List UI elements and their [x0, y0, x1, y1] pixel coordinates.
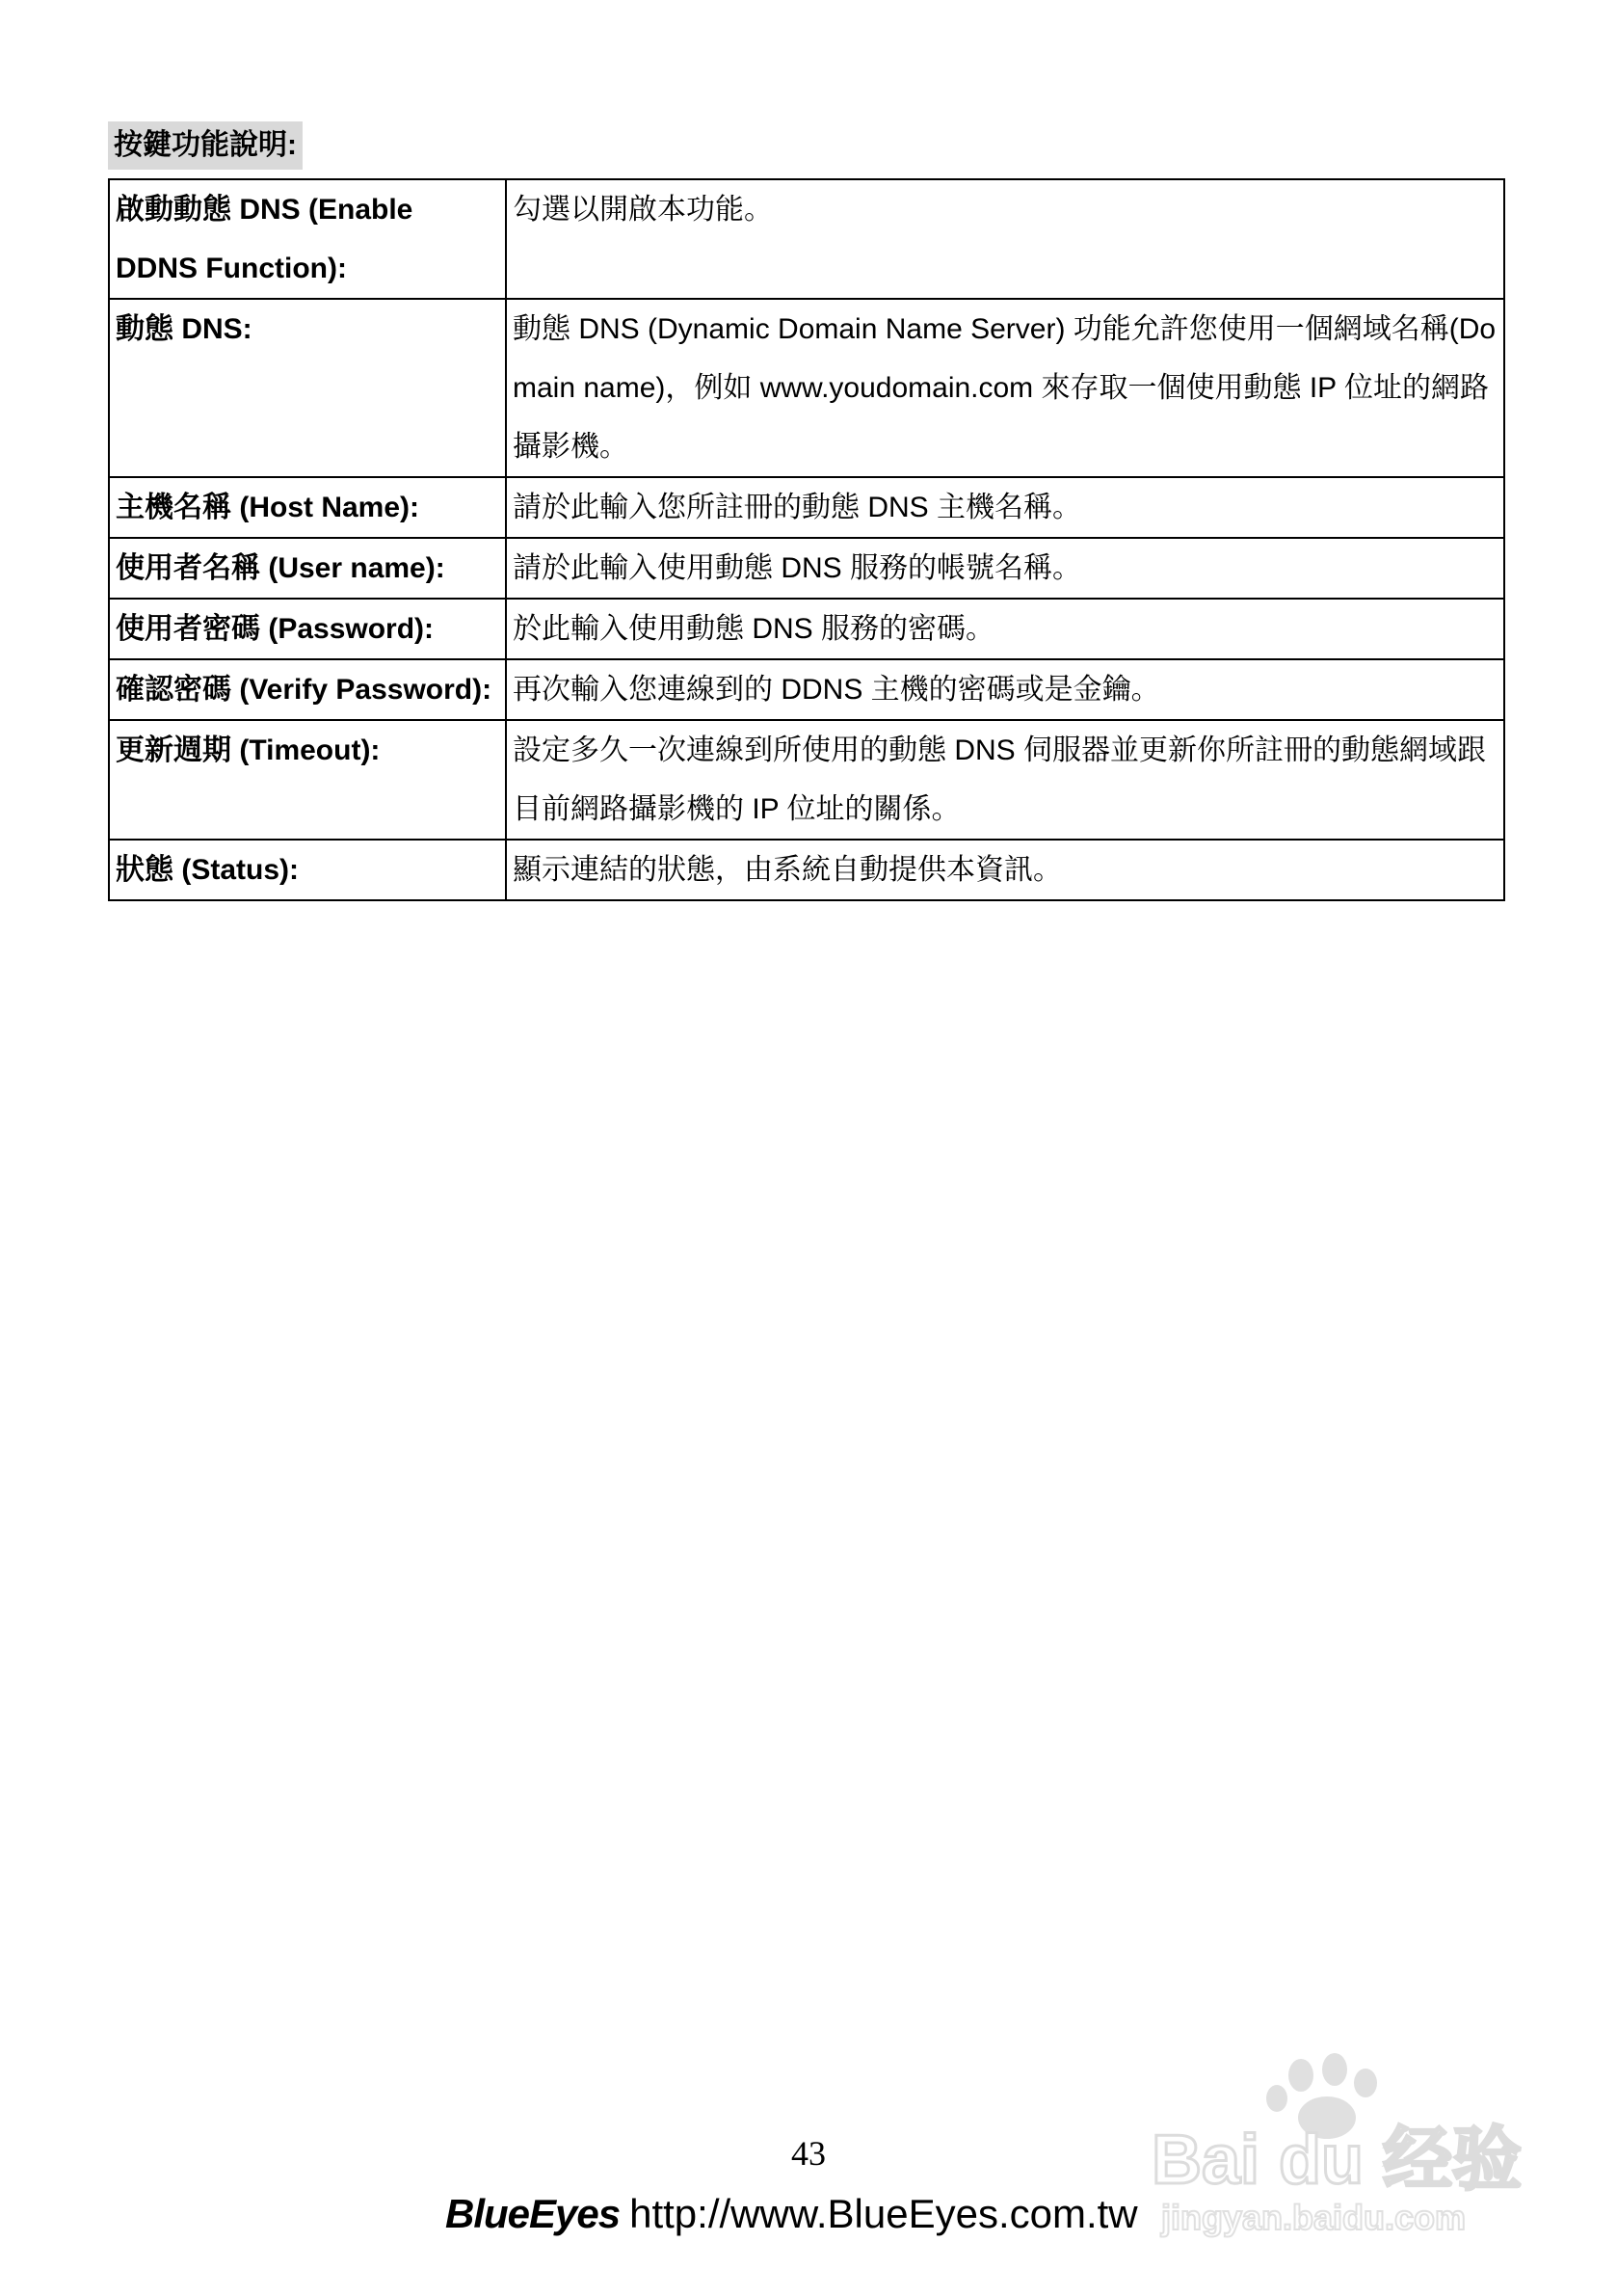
section-title: 按鍵功能說明: — [108, 121, 303, 170]
table-row — [109, 659, 1504, 720]
table-row — [109, 720, 1504, 840]
row-description: 請於此輸入您所註冊的動態 DNS 主機名稱。 — [506, 477, 1504, 538]
page-number: 43 — [791, 2134, 826, 2173]
row-description: 再次輸入您連線到的 DDNS 主機的密碼或是金鑰。 — [506, 659, 1504, 720]
row-description: 動態 DNS (Dynamic Domain Name Server) 功能允許您使用一個網域名稱(Domain name)，例如 www.youdomain.com 來存取一個使用動態 IP 位址的網路攝影機。 — [506, 299, 1504, 477]
row-label: 主機名稱 (Host Name): — [109, 477, 506, 538]
row-label: 使用者密碼 (Password): — [109, 599, 506, 659]
brand-logo-text: BlueEyes — [445, 2191, 621, 2236]
row-description: 勾選以開啟本功能。 — [506, 179, 1504, 299]
row-label: 使用者名稱 (User name): — [109, 538, 506, 599]
watermark-logo-text: Bai du 经验 — [1152, 2122, 1523, 2199]
footer-url[interactable]: http://www.BlueEyes.com.tw — [629, 2191, 1138, 2236]
row-label: 狀態 (Status): — [109, 840, 506, 900]
table-row — [109, 840, 1504, 900]
table-row — [109, 538, 1504, 599]
row-description: 顯示連結的狀態，由系統自動提供本資訊。 — [506, 840, 1504, 900]
table-row — [109, 599, 1504, 659]
watermark-site-text: jingyan.baidu.com — [1161, 2198, 1467, 2237]
row-description: 請於此輸入使用動態 DNS 服務的帳號名稱。 — [506, 538, 1504, 599]
row-description: 於此輸入使用動態 DNS 服務的密碼。 — [506, 599, 1504, 659]
baidu-watermark — [1142, 2048, 1537, 2241]
function-table — [108, 178, 1505, 901]
row-label: 啟動動態 DNS (Enable DDNS Function): — [109, 179, 506, 299]
row-label: 更新週期 (Timeout): — [109, 720, 506, 840]
table-row — [109, 179, 1504, 299]
row-description: 設定多久一次連線到所使用的動態 DNS 伺服器並更新你所註冊的動態網域跟目前網路攝影機的 IP 位址的關係。 — [506, 720, 1504, 840]
table-row — [109, 299, 1504, 477]
row-label: 動態 DNS: — [109, 299, 506, 477]
table-row — [109, 477, 1504, 538]
footer — [445, 2190, 1138, 2238]
row-label: 確認密碼 (Verify Password): — [109, 659, 506, 720]
